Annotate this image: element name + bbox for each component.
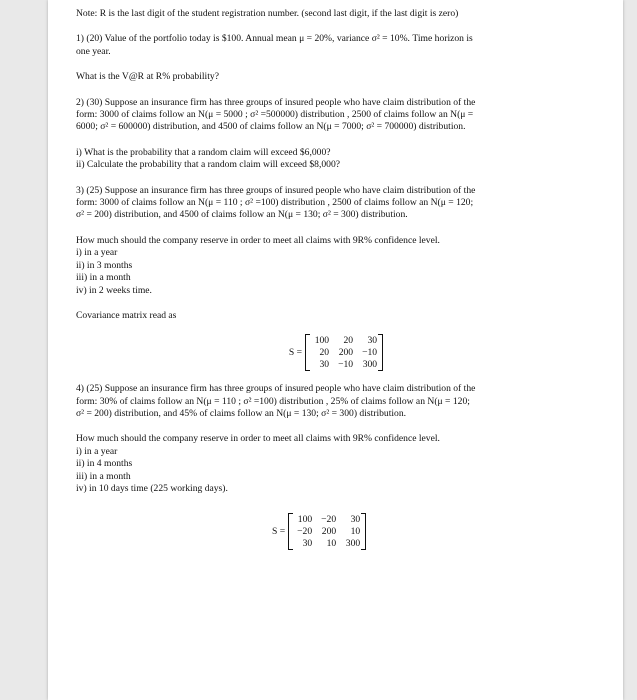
matrix-cell: 30	[367, 335, 378, 347]
q1-line-2: one year.	[76, 45, 111, 57]
q4-covariance-matrix	[76, 513, 596, 550]
q3-item-1: i) in a year	[76, 247, 118, 259]
matrix-cell: 300	[345, 537, 361, 549]
q4-item-3: iii) in a month	[76, 470, 131, 482]
q4-line-1: 4) (25) Suppose an insurance firm has three groups of insured people who have claim distribution of the	[76, 383, 476, 395]
matrix-cell: 30	[319, 358, 330, 370]
matrix-cell: 200	[338, 346, 354, 358]
document-content	[76, 8, 596, 554]
q1-question: What is the V@R at R% probability?	[76, 71, 219, 83]
q3-covariance-label: Covariance matrix read as	[76, 309, 177, 321]
matrix-bracket	[288, 513, 366, 550]
q3-line-2: form: 3000 of claims follow an N(μ = 110 ; σ² =100) distribution , 2500 of claims follow an N(μ = 120;	[76, 197, 474, 209]
matrix-bracket	[305, 334, 383, 371]
matrix-cell: 20	[319, 346, 330, 358]
q3-item-3: iii) in a month	[76, 272, 131, 284]
q2-line-3: 6000; σ² = 600000) distribution, and 4500 of claims follow an N(μ = 7000; σ² = 700000) distribution.	[76, 121, 466, 133]
q3-reserve-question: How much should the company reserve in order to meet all claims with 9R% confidence level.	[76, 234, 440, 246]
q3-covariance-matrix	[76, 334, 596, 371]
q3-matrix-label: S =	[288, 346, 303, 358]
matrix-cell: −20	[297, 525, 313, 537]
q3-item-2: ii) in 3 months	[76, 259, 133, 271]
q2-part-2: ii) Calculate the probability that a random claim will exceed $8,000?	[76, 159, 341, 171]
matrix-cell: 10	[326, 537, 337, 549]
matrix-cell: 300	[362, 358, 378, 370]
q3-item-4: iv) in 2 weeks time.	[76, 284, 152, 296]
matrix-cell: −10	[338, 358, 354, 370]
q4-item-4: iv) in 10 days time (225 working days).	[76, 482, 228, 494]
q2-part-1: i) What is the probability that a random claim will exceed $6,000?	[76, 146, 331, 158]
q4-item-1: i) in a year	[76, 445, 118, 457]
q2-line-1: 2) (30) Suppose an insurance firm has three groups of insured people who have claim distribution of the	[76, 96, 476, 108]
q4-line-3: σ² = 200) distribution, and 45% of claims follow an N(μ = 130; σ² = 300) distribution.	[76, 407, 407, 419]
q3-line-3: σ² = 200) distribution, and 4500 of claims follow an N(μ = 130; σ² = 300) distribution.	[76, 209, 408, 221]
q4-item-2: ii) in 4 months	[76, 458, 133, 470]
q4-line-2: form: 30% of claims follow an N(μ = 110 ; σ² =100) distribution , 25% of claims follow an N(μ = 120;	[76, 395, 470, 407]
matrix-cell: 100	[297, 514, 313, 526]
q4-matrix-label: S =	[272, 525, 286, 537]
q1-line-1: 1) (20) Value of the portfolio today is $100. Annual mean μ = 20%, variance σ² = 10%. Time horizon is	[76, 33, 473, 45]
matrix-cell: −10	[362, 346, 378, 358]
matrix-cell: 10	[350, 525, 361, 537]
q3-line-1: 3) (25) Suppose an insurance firm has three groups of insured people who have claim distribution of the	[76, 184, 476, 196]
matrix-cell: −20	[321, 514, 337, 526]
note-text: Note: R is the last digit of the student registration number. (second last digit, if the last digit is zero)	[76, 8, 459, 19]
matrix-cell: 200	[321, 525, 337, 537]
matrix-cell: 30	[302, 537, 313, 549]
matrix-cell: 20	[343, 335, 354, 347]
document-page	[48, 0, 623, 700]
matrix-cell: 30	[350, 514, 361, 526]
q4-reserve-question: How much should the company reserve in order to meet all claims with 9R% confidence level.	[76, 433, 440, 445]
q2-line-2: form: 3000 of claims follow an N(μ = 5000 ; σ² =500000) distribution , 2500 of claims follow an N(μ =	[76, 109, 474, 121]
matrix-cell: 100	[314, 335, 330, 347]
